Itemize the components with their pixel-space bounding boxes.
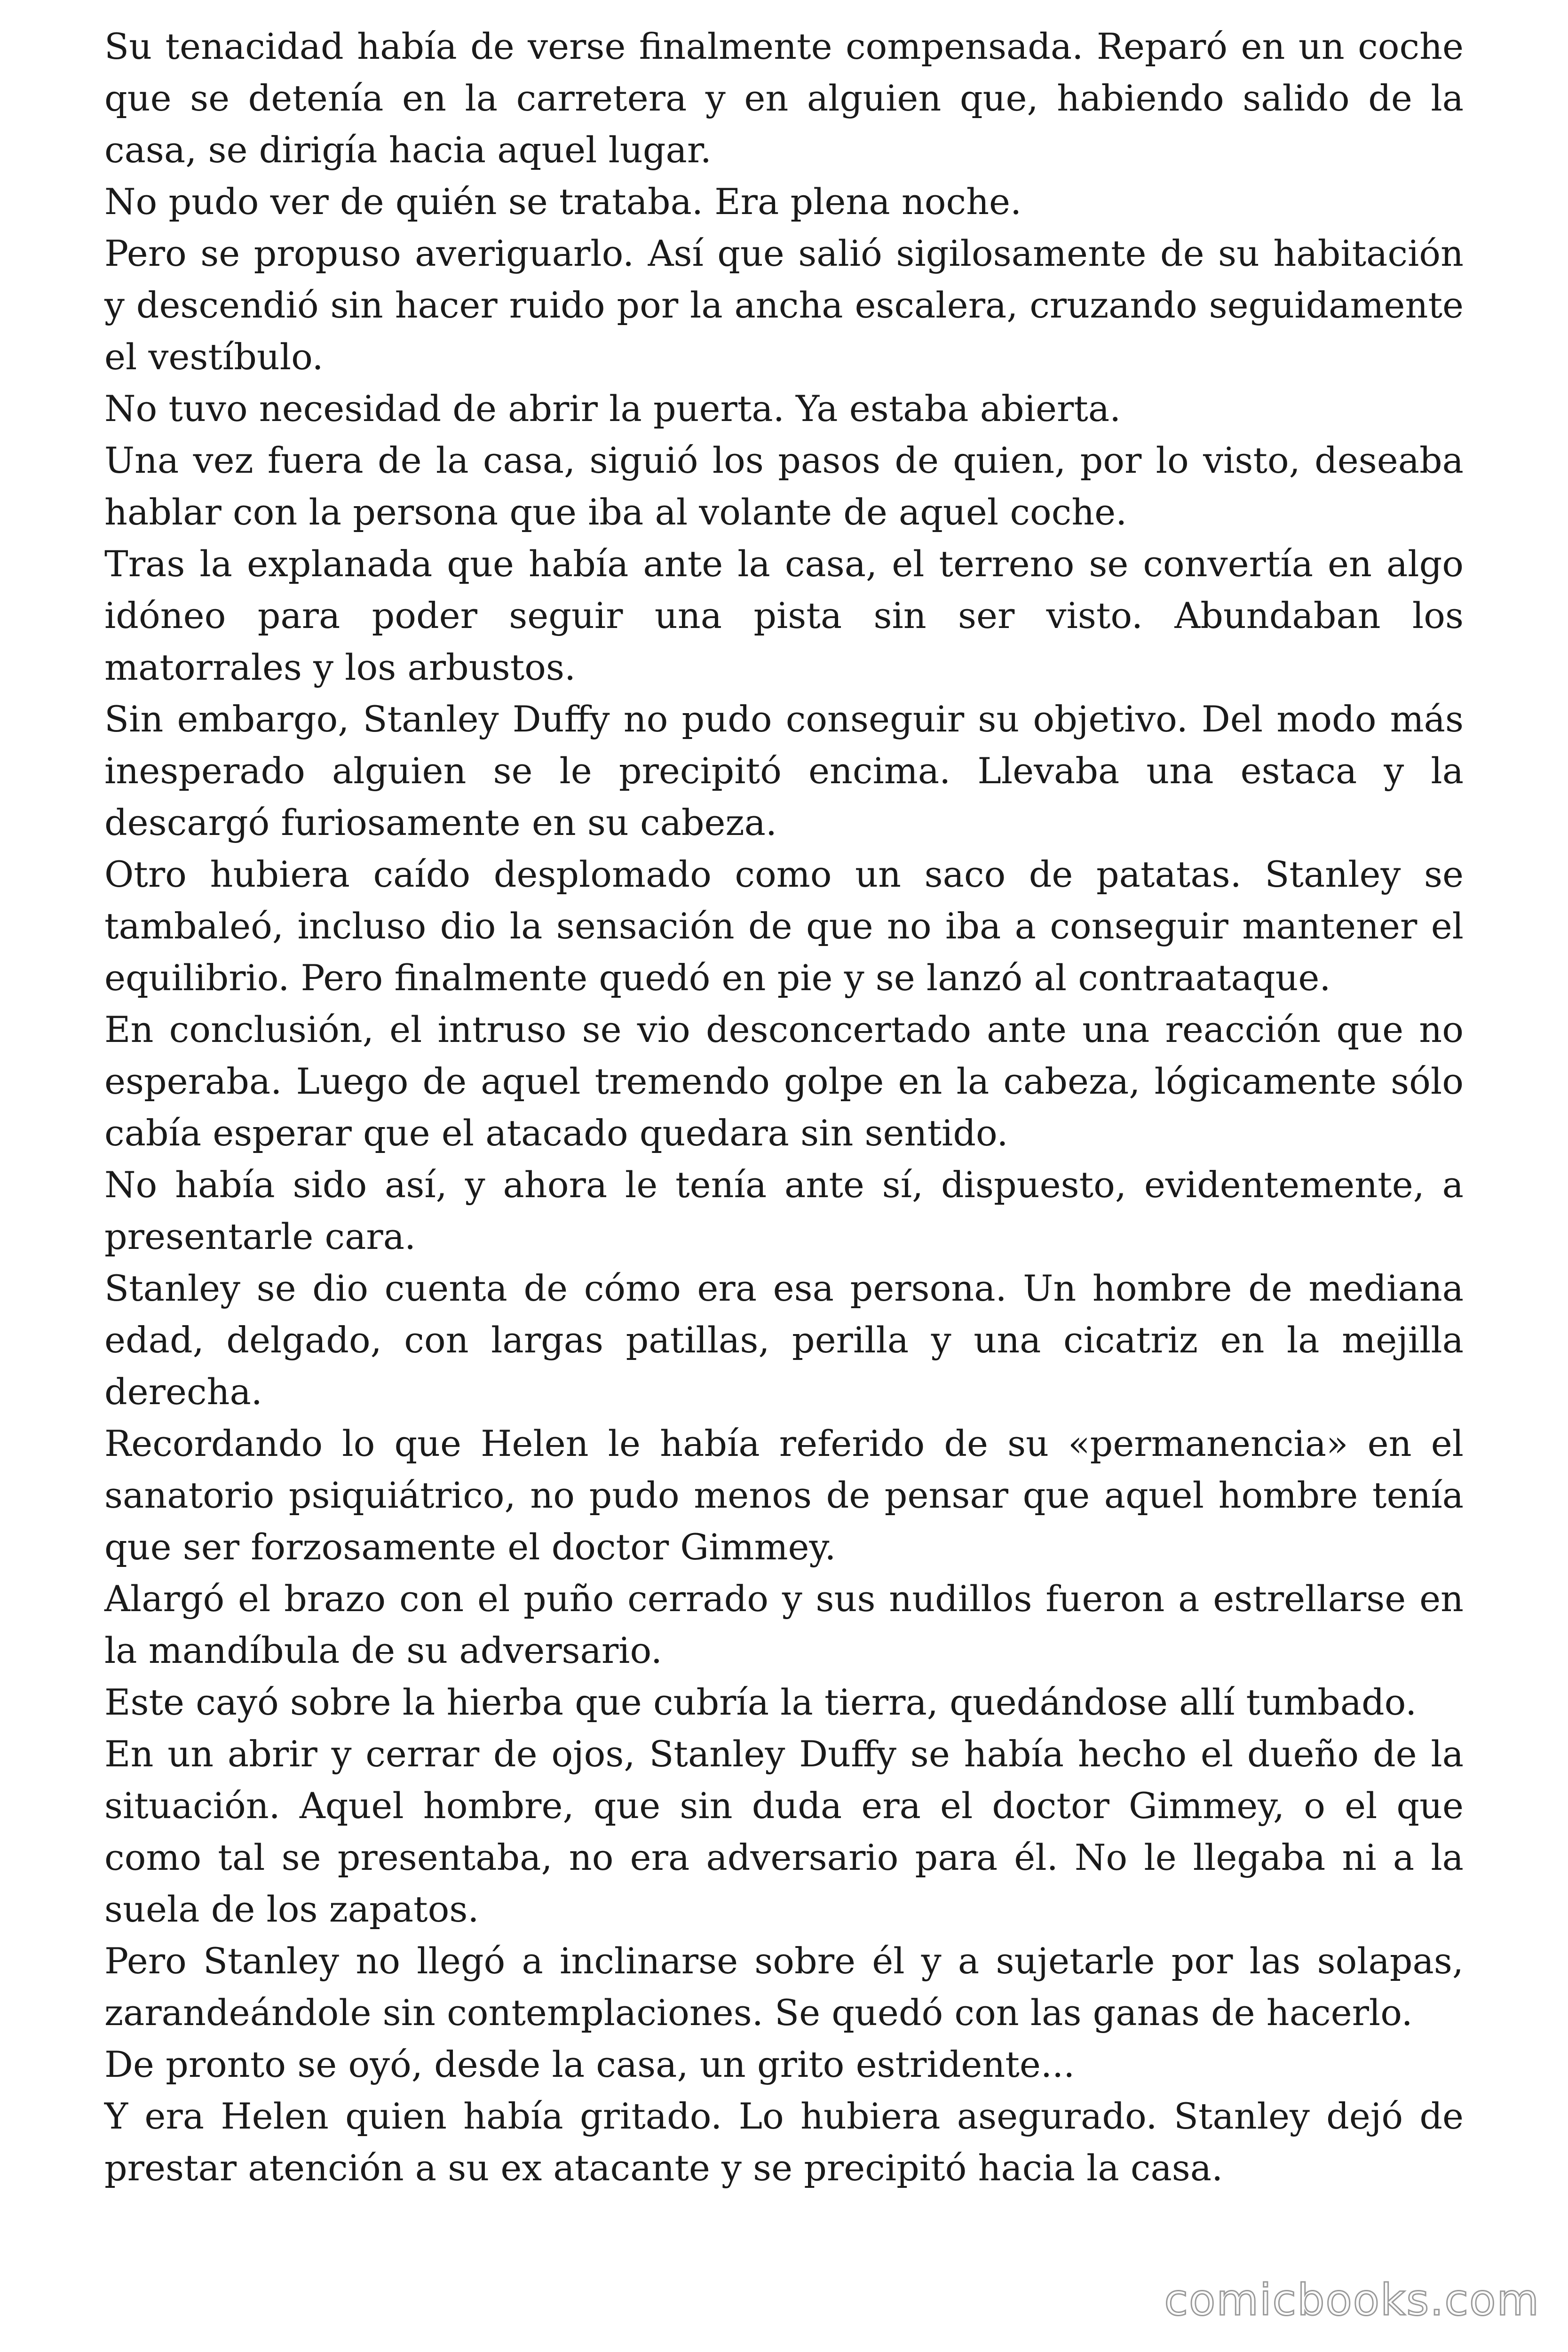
paragraph: Su tenacidad había de verse finalmente compensada. Reparó en un coche que se detenía en la carretera y en alguien que, habiendo salido de la casa, se dirigía hacia aquel lugar. bbox=[104, 25, 1464, 171]
paragraph: Y era Helen quien había gritado. Lo hubiera asegurado. Stanley dejó de prestar atención a su ex atacante y se precipitó hacia la casa. bbox=[104, 2095, 1464, 2189]
watermark: comicbooks.com bbox=[1164, 2275, 1540, 2325]
paragraph: Stanley se dio cuenta de cómo era esa persona. Un hombre de mediana edad, delgado, con largas patillas, perilla y una cicatriz en la mejilla derecha. bbox=[104, 1267, 1464, 1413]
paragraph: Una vez fuera de la casa, siguió los pasos de quien, por lo visto, deseaba hablar con la persona que iba al volante de aquel coche. bbox=[104, 439, 1464, 533]
paragraph: Este cayó sobre la hierba que cubría la tierra, quedándose allí tumbado. bbox=[104, 1681, 1417, 1723]
paragraph: En conclusión, el intruso se vio desconcertado ante una reacción que no esperaba. Luego de aquel tremendo golpe en la cabeza, lógicamente sólo cabía esperar que el atacado quedara sin sentido. bbox=[104, 1009, 1464, 1154]
paragraph: En un abrir y cerrar de ojos, Stanley Duffy se había hecho el dueño de la situación. Aquel hombre, que sin duda era el doctor Gimmey, o el que como tal se presentaba, no era adversario para él. No le llegaba ni a la suela de los zapatos. bbox=[104, 1733, 1464, 1930]
paragraph: No tuvo necesidad de abrir la puerta. Ya estaba abierta. bbox=[104, 388, 1121, 429]
paragraph: De pronto se oyó, desde la casa, un grito estridente... bbox=[104, 2043, 1075, 2085]
paragraph: Pero se propuso averiguarlo. Así que salió sigilosamente de su habitación y descendió sin hacer ruido por la ancha escalera, cruzando seguidamente el vestíbulo. bbox=[104, 232, 1464, 378]
paragraph: Pero Stanley no llegó a inclinarse sobre él y a sujetarle por las solapas, zarandeándole sin contemplaciones. Se quedó con las ganas de hacerlo. bbox=[104, 1940, 1464, 2034]
paragraph: No pudo ver de quién se trataba. Era plena noche. bbox=[104, 181, 1022, 222]
paragraph: Alargó el brazo con el puño cerrado y sus nudillos fueron a estrellarse en la mandíbula de su adversario. bbox=[104, 1578, 1464, 1671]
paragraph: No había sido así, y ahora le tenía ante sí, dispuesto, evidentemente, a presentarle cara. bbox=[104, 1164, 1464, 1257]
text-column bbox=[104, 21, 1464, 2194]
paragraph: Otro hubiera caído desplomado como un saco de patatas. Stanley se tambaleó, incluso dio la sensación de que no iba a conseguir mantener el equilibrio. Pero finalmente quedó en pie y se lanzó al contraataque. bbox=[104, 853, 1464, 999]
paragraph: Recordando lo que Helen le había referido de su «permanencia» en el sanatorio psiquiátrico, no pudo menos de pensar que aquel hombre tenía que ser forzosamente el doctor Gimmey. bbox=[104, 1422, 1464, 1568]
paragraph: Tras la explanada que había ante la casa, el terreno se convertía en algo idóneo para poder seguir una pista sin ser visto. Abundaban los matorrales y los arbustos. bbox=[104, 543, 1464, 688]
paragraph: Sin embargo, Stanley Duffy no pudo conseguir su objetivo. Del modo más inesperado alguien se le precipitó encima. Llevaba una estaca y la descargó furiosamente en su cabeza. bbox=[104, 698, 1464, 843]
